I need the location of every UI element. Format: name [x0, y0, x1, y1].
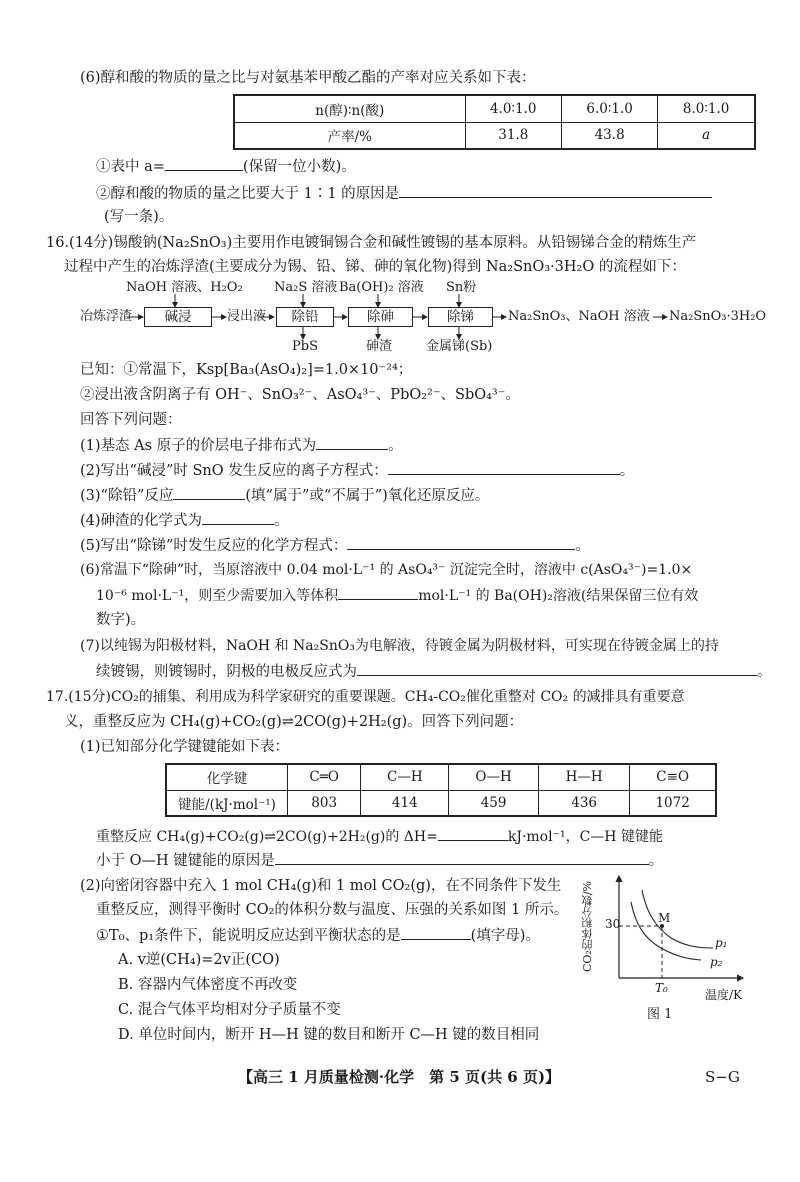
question-suffix: 。	[575, 538, 590, 554]
flow-after: Na₂SnO₃、NaOH 溶液	[508, 309, 650, 324]
q17-part2-line2: 重整反应，测得平衡时 CO₂的体积分数与温度、压强的关系如图 1 所示。	[96, 902, 569, 918]
question-text: 10⁻⁶ mol·L⁻¹，则至少需要加入等体积	[96, 588, 339, 604]
q16-question-2	[80, 460, 634, 481]
bond-table-cell: 803	[288, 790, 361, 816]
question-suffix: (填字母)。	[470, 928, 540, 944]
q15-sub1-suffix: (保留一位小数)。	[242, 159, 356, 175]
q17-stem-line1: 17.(15分)CO₂的捕集、利用成为科学家研究的重要课题。CH₄-CO₂催化重整对 CO₂ 的减排具有重要意	[46, 689, 685, 705]
question-text: (4)砷渣的化学式为	[80, 513, 203, 529]
question-suffix: 。	[274, 513, 289, 529]
yield-table-header: 8.0∶1.0	[658, 95, 755, 122]
question-suffix: 。	[648, 853, 664, 869]
question-suffix: kJ·mol⁻¹，C—H 键键能	[507, 829, 663, 845]
q17-part1-intro: (1)已知部分化学键键能如下表：	[80, 739, 290, 755]
q16-q6-line1: (6)常温下“除砷”时，当原溶液中 0.04 mol·L⁻¹ 的 AsO₄³⁻ 沉淀完全时，溶液中 c(AsO₄³⁻)=1.0×	[80, 562, 693, 578]
bond-table-header: 化学键	[166, 764, 288, 790]
question-suffix: mol·L⁻¹ 的 Ba(OH)₂溶液(结果保留三位有效	[418, 588, 699, 604]
yield-table-cell: 产率/%	[234, 122, 465, 149]
q17-part2-q1	[96, 925, 540, 946]
q16-question-4	[80, 510, 289, 531]
q16-answer-prompt: 回答下列问题：	[80, 412, 182, 428]
answer-blank[interactable]	[173, 485, 245, 500]
yield-table-cell: 43.8	[561, 122, 657, 149]
q15-sub1-prefix: ①表中 a=	[96, 159, 165, 175]
yield-table-header: 6.0∶1.0	[561, 95, 657, 122]
answer-blank[interactable]	[438, 826, 508, 841]
reagent-label: Ba(OH)₂ 溶液	[339, 280, 424, 295]
reagent-label: NaOH 溶液、H₂O₂	[126, 280, 243, 295]
answer-blank[interactable]	[338, 585, 418, 600]
q16-q6-line3: 数字)。	[96, 612, 146, 628]
flow-step-box: 除锑	[428, 307, 493, 327]
flow-step-box: 除铅	[276, 307, 334, 327]
question-text: (2)写出“碱浸”时 SnO 发生反应的离子方程式：	[80, 463, 388, 479]
byproduct-label: 砷渣	[366, 339, 393, 354]
question-suffix: 。	[388, 438, 403, 454]
bond-table-cell: 436	[538, 790, 629, 816]
question-suffix: 。	[757, 664, 772, 680]
flow-start: 冶炼浮渣	[80, 309, 133, 324]
question-text: (1)基态 As 原子的价层电子排布式为	[80, 438, 317, 454]
question-text: (3)“除铅”反应	[80, 488, 174, 504]
bond-table-cell: 414	[361, 790, 449, 816]
curve-p1	[642, 890, 713, 948]
flow-product: Na₂SnO₃·3H₂O	[669, 309, 767, 324]
reagent-label: Na₂S 溶液	[274, 280, 338, 295]
answer-blank[interactable]	[347, 535, 575, 550]
answer-blank[interactable]	[316, 435, 388, 450]
byproduct-label: PbS	[292, 339, 318, 354]
question-text: 重整反应 CH₄(g)+CO₂(g)⇌2CO(g)+2H₂(g)的 ΔH=	[96, 829, 438, 845]
q16-question-1	[80, 435, 403, 456]
option-c: C. 混合气体平均相对分子质量不变	[118, 1002, 341, 1018]
bond-table-header: C═O	[288, 764, 361, 790]
flowchart-arrows	[0, 0, 800, 360]
bond-table-cell: 键能/(kJ·mol⁻¹)	[166, 790, 288, 816]
question-text: (5)写出“除锑”时发生反应的化学方程式：	[80, 538, 348, 554]
yield-table-cell: 31.8	[465, 122, 561, 149]
question-text: ①T₀、p₁条件下，能说明反应达到平衡状态的是	[96, 928, 401, 944]
curve-label-p1: p₁	[715, 936, 728, 950]
q15-sub2-prefix: ②醇和酸的物质的量之比要大于 1∶1 的原因是	[96, 186, 400, 202]
flow-step-box: 除砷	[348, 307, 413, 327]
bond-table-header: H—H	[538, 764, 629, 790]
page-footer: 【高三 1 月质量检测·化学 第 5 页(共 6 页)】	[238, 1068, 561, 1086]
q17-part1-question	[96, 826, 663, 847]
byproduct-label: 金属锑(Sb)	[426, 339, 493, 354]
x-axis-label: 温度/K	[705, 988, 743, 1002]
option-b: B. 容器内气体密度不再改变	[118, 977, 298, 993]
q17-part2-line1: (2)向密闭容器中充入 1 mol CH₄(g)和 1 mol CO₂(g)，在不同条件下发生	[80, 878, 562, 894]
q16-q6-line2	[96, 585, 698, 606]
bond-energy-table	[165, 763, 717, 817]
q15-sub2-suffix: (写一条)。	[104, 209, 174, 225]
bond-table-header: O—H	[449, 764, 539, 790]
q17-stem-line2: 义，重整反应为 CH₄(g)+CO₂(g)⇌2CO(g)+2H₂(g)。回答下列问题：	[64, 714, 524, 730]
reagent-label: Sn粉	[446, 280, 477, 295]
x-tick-label: T₀	[655, 981, 668, 995]
point-label: M	[658, 911, 671, 925]
bond-table-header: C≡O	[630, 764, 716, 790]
flow-step-box: 碱浸	[144, 307, 212, 327]
yield-table-header: 4.0∶1.0	[465, 95, 561, 122]
bond-table-cell: 1072	[630, 790, 716, 816]
paper-code: S−G	[705, 1068, 740, 1086]
question-suffix: (填“属于”或“不属于”)氧化还原反应。	[245, 488, 490, 504]
yield-table-header: n(醇)∶n(酸)	[234, 95, 465, 122]
y-axis-label: CO₂的体积分数/%	[581, 881, 594, 973]
option-d: D. 单位时间内，断开 H—H 键的数目和断开 C—H 键的数目相同	[118, 1027, 540, 1043]
y-tick-label: 30	[605, 917, 621, 931]
answer-blank[interactable]	[388, 460, 620, 475]
q16-known2: ②浸出液含阴离子有 OH⁻、SnO₃²⁻、AsO₄³⁻、PbO₂²⁻、SbO₄³⁻。	[80, 387, 520, 403]
yield-table-cell: a	[658, 122, 755, 149]
flow-intermediate: 浸出液	[227, 309, 267, 324]
q16-stem-line2: 过程中产生的冶炼浮渣(主要成分为锡、铅、锑、砷的氧化物)得到 Na₂SnO₃·3H₂O 的流程如下：	[64, 259, 686, 275]
figure-caption: 图 1	[647, 1007, 673, 1022]
q16-q7-line2	[96, 661, 772, 682]
option-a: A. v逆(CH₄)=2v正(CO)	[118, 952, 280, 968]
q16-q7-line1: (7)以纯锡为阳极材料，NaOH 和 Na₂SnO₃为电解液，待镀金属为阴极材料，可实现在待镀金属上的持	[80, 638, 719, 654]
answer-blank[interactable]	[202, 510, 274, 525]
q16-question-3	[80, 485, 489, 506]
answer-blank[interactable]	[401, 925, 471, 940]
question-text: 续镀锡，则镀锡时，阴极的电极反应式为	[96, 664, 357, 680]
question-text: 小于 O—H 键键能的原因是	[96, 853, 275, 869]
question-suffix: 。	[619, 463, 635, 479]
curve-label-p2: p₂	[710, 955, 723, 969]
q16-known1: 已知：①常温下，Ksp[Ba₃(AsO₄)₂]=1.0×10⁻²⁴；	[80, 362, 413, 378]
q16-stem-line1: 16.(14分)锡酸钠(Na₂SnO₃)主要用作电镀铜锡合金和碱性镀锡的基本原料。从铅锡锑合金的精炼生产	[46, 235, 697, 251]
q15-part6-intro: (6)醇和酸的物质的量之比与对氨基苯甲酸乙酯的产率对应关系如下表：	[80, 70, 536, 86]
bond-table-header: C—H	[361, 764, 449, 790]
q16-question-5	[80, 535, 590, 556]
answer-blank[interactable]	[357, 661, 757, 676]
bond-table-cell: 459	[449, 790, 539, 816]
